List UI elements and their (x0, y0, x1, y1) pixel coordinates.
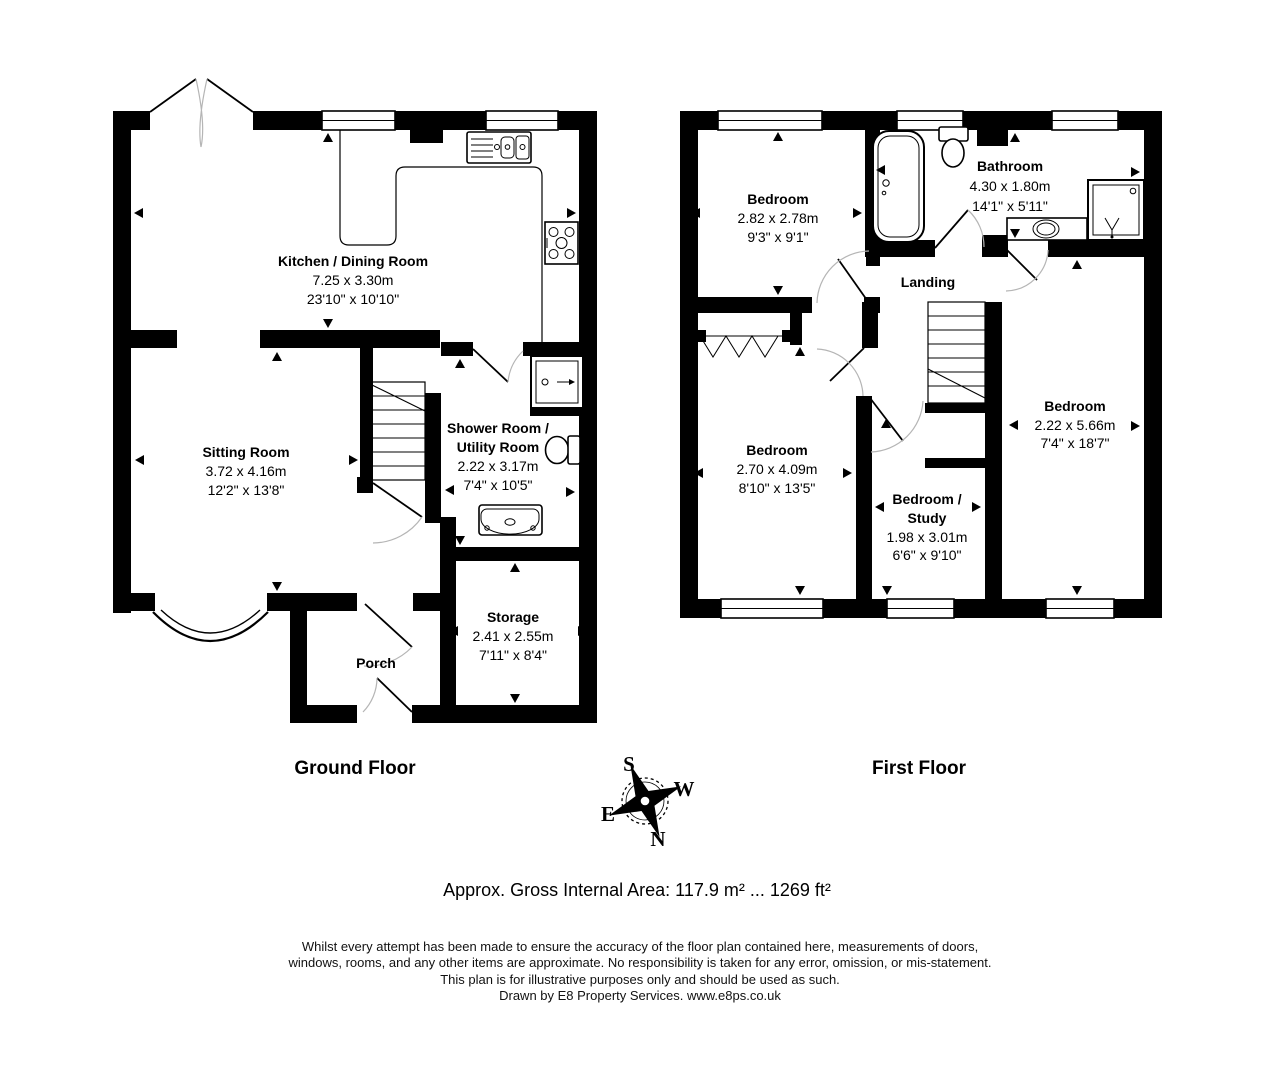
room-dim-metric: 1.98 x 3.01m (886, 529, 968, 545)
window (322, 111, 395, 130)
door-bedroom2 (817, 348, 864, 396)
gross-internal-area: Approx. Gross Internal Area: 117.9 m² ... 1269 ft² (443, 880, 831, 900)
room-label-bedroom1 (738, 191, 819, 245)
window (486, 111, 558, 130)
compass-south-label: S (623, 752, 635, 776)
room-name: Storage (486, 609, 540, 625)
door-stairs (373, 483, 422, 543)
french-doors (150, 79, 253, 147)
room-name: Bedroom (1044, 398, 1106, 414)
room-dim-imperial: 12'2" x 13'8" (207, 482, 285, 498)
window (718, 111, 822, 130)
room-dim-imperial: 9'3" x 9'1" (747, 229, 809, 245)
room-dim-metric: 2.22 x 3.17m (457, 458, 539, 474)
wardrobe (698, 336, 790, 357)
room-label-bedroom3 (1035, 398, 1116, 451)
disclaimer-line: Drawn by E8 Property Services. www.e8ps.co.uk (499, 988, 781, 1003)
door-bedroom3 (1005, 248, 1048, 291)
room-name: Kitchen / Dining Room (277, 253, 429, 269)
room-label-kitchen (278, 253, 428, 307)
room-name: Bedroom (746, 442, 808, 458)
room-dim-imperial: 23'10" x 10'10" (306, 291, 400, 307)
door-porch-outer (363, 678, 412, 712)
room-name: Bathroom (976, 158, 1044, 174)
room-dim-metric: 4.30 x 1.80m (969, 178, 1051, 194)
room-dim-metric: 2.82 x 2.78m (737, 210, 819, 226)
basin-icon (479, 505, 542, 535)
first-floor-plan (680, 111, 1162, 779)
room-label-study (887, 491, 968, 563)
room-label-shower-room (447, 420, 549, 493)
room-dim-metric: 3.72 x 4.16m (205, 463, 287, 479)
compass-east-label: E (600, 802, 616, 826)
room-label-landing: Landing (900, 274, 956, 290)
stairs-ground (372, 382, 425, 480)
room-dim-metric: 7.25 x 3.30m (312, 272, 394, 288)
door-study (870, 398, 923, 452)
door-bedroom1 (817, 251, 869, 303)
room-name: Sitting Room (202, 444, 290, 460)
door-bathroom (935, 210, 984, 248)
disclaimer-line: windows, rooms, and any other items are approximate. No responsibility is taken for any error, omission, or mis-statement. (288, 955, 992, 970)
room-dim-imperial: 7'4" x 10'5" (463, 477, 533, 493)
window (1046, 599, 1114, 618)
floor-title-first: First Floor (872, 758, 966, 779)
room-dim-imperial: 7'11" x 8'4" (479, 647, 547, 663)
room-name: Utility Room (456, 439, 540, 455)
room-dim-imperial: 14'1" x 5'11" (972, 198, 1048, 214)
room-label-storage (473, 609, 554, 663)
hob-icon (545, 222, 578, 264)
shower-icon (1088, 180, 1144, 240)
shower-icon (531, 356, 583, 408)
window (887, 599, 954, 618)
toilet-icon (546, 436, 581, 464)
room-label-bedroom2 (737, 442, 818, 496)
room-name: Bedroom (747, 191, 809, 207)
ground-floor-plan (113, 79, 597, 779)
stairs-first (928, 302, 985, 403)
room-name: Bedroom / (892, 491, 962, 507)
door-shower-room (473, 349, 523, 382)
toilet-icon (939, 127, 968, 167)
floor-title-ground: Ground Floor (294, 758, 416, 779)
disclaimer (287, 939, 991, 1003)
window (721, 599, 823, 618)
room-dim-metric: 2.70 x 4.09m (736, 461, 818, 477)
window (1052, 111, 1118, 130)
disclaimer-line: This plan is for illustrative purposes only and should be used as such. (440, 972, 840, 987)
compass-west-label: W (673, 777, 695, 801)
bay-window (153, 610, 268, 641)
room-label-porch: Porch (356, 655, 396, 671)
room-name: Shower Room / (447, 420, 549, 436)
disclaimer-line: Whilst every attempt has been made to ensure the accuracy of the floor plan contained here, measurements of doors, (301, 939, 979, 954)
room-dim-imperial: 8'10" x 13'5" (738, 480, 816, 496)
room-dim-metric: 2.41 x 2.55m (472, 628, 554, 644)
compass-rose (594, 750, 696, 852)
room-dim-imperial: 6'6" x 9'10" (892, 547, 962, 563)
compass-north-label: N (650, 827, 666, 851)
room-label-sitting (202, 444, 289, 498)
room-dim-metric: 2.22 x 5.66m (1034, 417, 1116, 433)
room-name: Study (907, 510, 947, 526)
kitchen-sink-icon (467, 132, 531, 163)
bath-icon (873, 131, 924, 242)
room-dim-imperial: 7'4" x 18'7" (1040, 435, 1110, 451)
room-label-bathroom (970, 158, 1051, 214)
